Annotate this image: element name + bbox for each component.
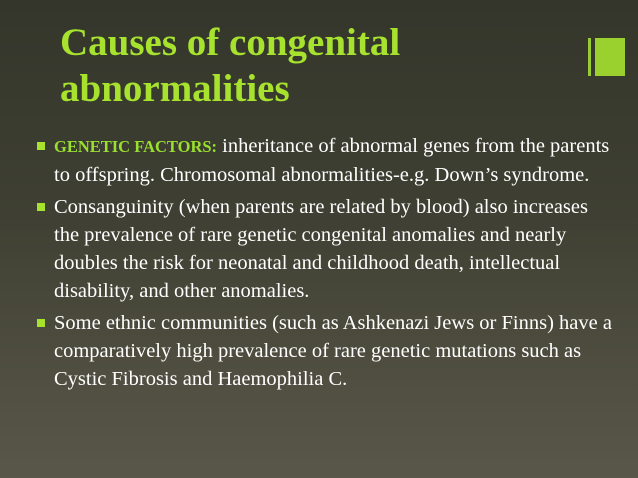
square-bullet-icon: [36, 316, 47, 329]
slide-title: [60, 20, 540, 112]
genetic-factors-text: inheritance of abnormal genes from the parents to offspring. Chromosomal abnormalities-e.g. Down’s syndrome.: [54, 135, 610, 186]
bullet-ethnic-communities: [36, 309, 616, 393]
consanguinity-text: Consanguinity (when parents are related by blood) also increases the prevalence of rare genetic congenital anomalies and nearly doubles the risk for neonatal and childhood death, intellectual disability, and other anomalies.: [54, 196, 588, 302]
title-line-2: abnormalities: [60, 67, 290, 110]
square-bullet-icon: [36, 200, 47, 213]
bullet-consanguinity: [36, 193, 616, 305]
accent-bar-thick: [595, 38, 625, 76]
bullet-list: [36, 132, 616, 397]
title-line-1: Causes of congenital: [60, 21, 401, 64]
square-bullet-icon: [36, 139, 47, 152]
genetic-factors-label: GENETIC FACTORS:: [54, 137, 218, 156]
ethnic-communities-text: Some ethnic communities (such as Ashkenazi Jews or Finns) have a comparatively high prevalence of rare genetic mutations such as Cystic Fibrosis and Haemophilia C.: [54, 312, 612, 390]
bullet-genetic-factors: [36, 132, 616, 189]
accent-bar-thin: [588, 38, 591, 76]
